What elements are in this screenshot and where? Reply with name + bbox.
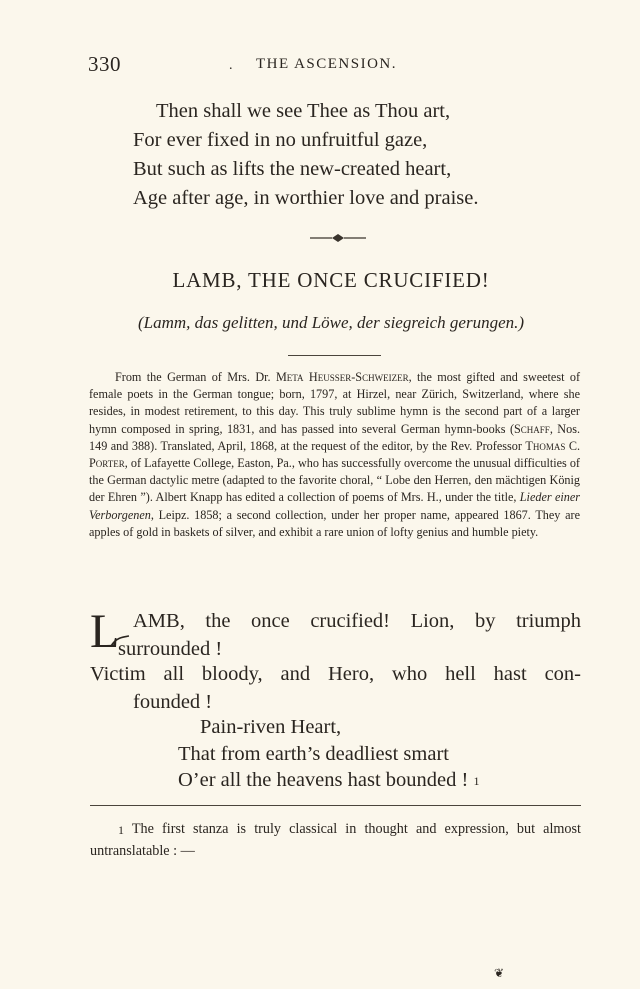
prev-stanza-line-4: Age after age, in worthier love and praise. [133, 187, 479, 209]
header-separator: . [229, 58, 233, 73]
footnote-reference: 1 [473, 774, 480, 788]
intro-text-3: , Nos. 149 and 388). Translated, April, 1868, at the request of the editor, by the Rev. Professor [89, 421, 580, 453]
section-divider-ornament [310, 229, 366, 247]
printer-mark: ❦ [494, 966, 505, 980]
introductory-note [89, 369, 580, 541]
short-rule [288, 355, 381, 356]
stanza-line-7 [178, 766, 479, 794]
hymn-subtitle: (Lamm, das gelitten, und Löwe, der siegreich gerungen.) [137, 313, 525, 332]
drop-cap: L [90, 605, 120, 658]
stanza-line-6: That from earth’s deadliest smart [178, 743, 449, 765]
translator-name: Thomas C. Porter [89, 438, 580, 471]
author-name: Meta Heusser-Schweizer [275, 370, 409, 384]
prev-stanza-line-2: For ever fixed in no unfruitful gaze, [133, 129, 428, 151]
intro-text-4: , of Lafayette College, Easton, Pa., who has successfully overcome the unusual difficulties of the German dactylic metre (adapted to the favorite choral, “ Lobe den Herren, den mächtigen König der Ehren ”). Albert Knapp has edited a collection of poems of Mrs. H., under the title, [89, 456, 580, 505]
footnote-text: The first stanza is truly classical in thought and expression, but almost untranslatable : — [90, 821, 581, 859]
footnote-rule [90, 805, 581, 806]
stanza-line-1: AMB, the once crucified! Lion, by triumph [133, 610, 581, 632]
running-title: THE ASCENSION. [256, 56, 398, 72]
intro-text-1: From the German of Mrs. Dr. [115, 370, 276, 384]
page-number: 330 [88, 52, 121, 76]
hymn-title: LAMB, THE ONCE CRUCIFIED! [172, 268, 490, 292]
book-title: Lieder einer Verborgenen [89, 490, 580, 522]
intro-text-5: , Leipz. 1858; a second collection, under her proper name, appeared 1867. They are apples of gold in baskets of silver, and exhibit a rare union of lofty genius and humble piety. [89, 507, 580, 539]
intro-text-2: , the most gifted and sweetest of female poets in the German tongue; born, 1797, at Hirzel, near Zürich, Switzerland, where she resides, in modest retirement, to this day. This truly sublime hymn is the second part of a larger hymn composed in spring, 1831, and has passed into several German hymn-books ( [89, 370, 580, 436]
stanza-line-3: Victim all bloody, and Hero, who hell hast con- [90, 663, 581, 685]
stanza-line-4: founded ! [133, 691, 213, 713]
prev-stanza-line-3: But such as lifts the new-created heart, [133, 158, 452, 180]
footnote [90, 818, 581, 862]
prev-stanza-line-1: Then shall we see Thee as Thou art, [156, 100, 451, 122]
stanza-line-7-text: O’er all the heavens hast bounded ! [178, 769, 469, 791]
stanza-line-2: surrounded ! [118, 638, 223, 660]
schaff-reference: Schaff [514, 421, 550, 436]
stanza-line-5: Pain-riven Heart, [200, 716, 342, 738]
footnote-marker: 1 [118, 823, 124, 837]
